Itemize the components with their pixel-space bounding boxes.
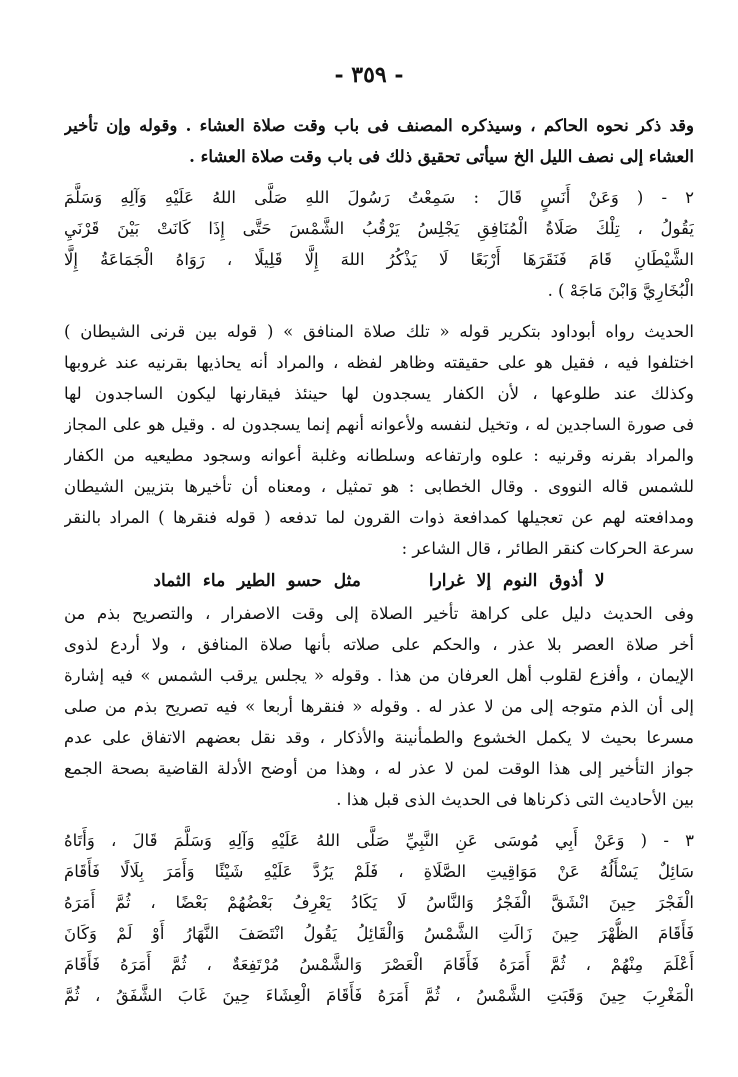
commentary-line: للشمس قاله النووى . وقال الخطابى : هو تمثيل ، ومعناه أن تأخيرها بتزيين الشيطان <box>64 477 694 496</box>
hadith-line: الشَّيْطَانِ قَامَ فَنَقَرَهَا أَرْبَعًا لَا يَذْكُرُ اللهَ إِلَّا قَلِيلًا ، رَوَاهُ الْجَمَاعَةُ إِلَّا <box>64 250 694 269</box>
hadith-line: يَقُولُ ، تِلْكَ صَلَاةُ الْمُنَافِقِ يَجْلِسُ يَرْقُبُ الشَّمْسَ حَتَّى إِذَا كَانَتْ بَيْنَ قَرْنَيِ <box>64 219 694 238</box>
text-line: العشاء إلى نصف الليل الخ سيأتى تحقيق ذلك فى باب وقت صلاة العشاء . <box>189 147 694 166</box>
commentary-line: اختلفوا فيه ، فقيل هو على حقيقته وظاهر لفظه ، والمراد أنه يحاذيها بقرنيه عند غروبها <box>64 353 694 372</box>
hadith-line: ٢ - ( وَعَنْ أَنَسٍ قَالَ : سَمِعْتُ رَسُولَ اللهِ صَلَّى اللهُ عَلَيْهِ وَآلِهِ وَسَلَّمَ <box>64 188 694 207</box>
commentary-line: والمراد بقرنه وقرنيه : علوه وارتفاعه وسلطانه وغلبة أعوانه وسجود مطيعيه من الكفار <box>64 446 694 465</box>
commentary-line: وفى الحديث دليل على كراهة تأخير الصلاة إلى وقت الاصفرار ، والتصريح بذم من <box>64 604 694 623</box>
page-number: - ٣٥٩ - <box>334 62 404 88</box>
commentary-line: إلى أن الذم متوجه إلى من لا عذر له . وقوله « فنقرها أربعا » فيه تصريح بذم من صلى <box>64 697 694 716</box>
hadith-line: سَائِلٌ يَسْأَلُهُ عَنْ مَوَاقِيتِ الصَّلَاةِ ، فَلَمْ يَرُدَّ عَلَيْهِ شَيْئًا وَأَمَرَ بِلَالًا فَأَقَامَ <box>64 862 694 881</box>
commentary-line: أخر صلاة العصر بلا عذر ، والحكم على صلاته بأنها صلاة المنافق ، ولا أردع لذوى <box>64 635 694 654</box>
commentary-line: جواز التأخير إلى هذا الوقت لمن لا عذر له ، وهذا من أوضح الأدلة القاضية بصحة الجمع <box>64 759 694 778</box>
hadith-line: أَعْلَمَ مِنْهُمْ ، ثُمَّ أَمَرَهُ فَأَقَامَ الْعَصْرَ وَالشَّمْسُ مُرْتَفِعَةٌ ، ثُمَّ أَمَرَهُ فَأَقَامَ <box>64 955 694 974</box>
poetry-verse <box>64 564 694 598</box>
hadith-line: الْمَغْرِبَ حِينَ وَقَبَتِ الشَّمْسُ ، ثُمَّ أَمَرَهُ فَأَقَامَ الْعِشَاءَ حِينَ غَابَ الشَّفَقُ ، ثُمَّ <box>64 986 694 1005</box>
text-line: وقد ذكر نحوه الحاكم ، وسيذكره المصنف فى باب وقت صلاة العشاء . وقوله وإن تأخير <box>64 116 694 135</box>
commentary-line: الحديث رواه أبوداود بتكرير قوله « تلك صلاة المنافق » ( قوله بين قرنى الشيطان ) <box>64 322 694 341</box>
commentary-line: سرعة الحركات كنقر الطائر ، قال الشاعر : <box>401 539 694 558</box>
page-body <box>64 110 694 1011</box>
commentary-line: الإيمان ، وأفزع لقلوب أهل العرفان من هذا . وقوله « يجلس يرقب الشمس » فيه إشارة <box>64 666 694 685</box>
commentary-line: بين الأحاديث التى ذكرناها فى الحديث الذى قبل هذا . <box>336 790 694 809</box>
hadith-line: ٣ - ( وَعَنْ أَبِي مُوسَى عَنِ النَّبِيِّ صَلَّى اللهُ عَلَيْهِ وَآلِهِ وَسَلَّمَ قَالَ ، وَأَتَاهُ <box>64 831 694 850</box>
commentary-line: ومدافعته لهم عن تعجيلها كمدافعة ذوات القرون لما تدفعه ( قوله فنقرها ) المراد بالنقر <box>64 508 694 527</box>
commentary-line: فى صورة الساجدين له ، وتخيل لنفسه ولأعوانه أنهم إنما يسجدون له . وقيل هو على المجاز <box>64 415 694 434</box>
hadith-line: الْبُخَارِيَّ وَابْنَ مَاجَهْ ) . <box>547 281 694 300</box>
hadith-line: فَأَقَامَ الظُّهْرَ حِينَ زَالَتِ الشَّمْسُ وَالْقَائِلُ يَقُولُ انْتَصَفَ النَّهَارُ أَوْ لَمْ وَكَانَ <box>64 924 694 943</box>
verse-first-hemistich: لا أذوق النوم إلا غرارا <box>428 571 605 591</box>
commentary-line: وكذلك عند طلوعها ، لأن الكفار يسجدون لها حينئذ فيقارنها ليكون الساجدون لها <box>64 384 694 403</box>
commentary-line: مسرعا بحيث لا يكمل الخشوع والطمأنينة والأذكار ، وقد نقل بعضهم الاتفاق على عدم <box>64 728 694 747</box>
hadith-line: الْفَجْرَ حِينَ انْشَقَّ الْفَجْرُ وَالنَّاسُ لَا يَكَادُ يَعْرِفُ بَعْضُهُمْ بَعْضًا ، ثُمَّ أَمَرَهُ <box>64 893 694 912</box>
verse-second-hemistich: مثل حسو الطير ماء الثماد <box>153 571 361 591</box>
